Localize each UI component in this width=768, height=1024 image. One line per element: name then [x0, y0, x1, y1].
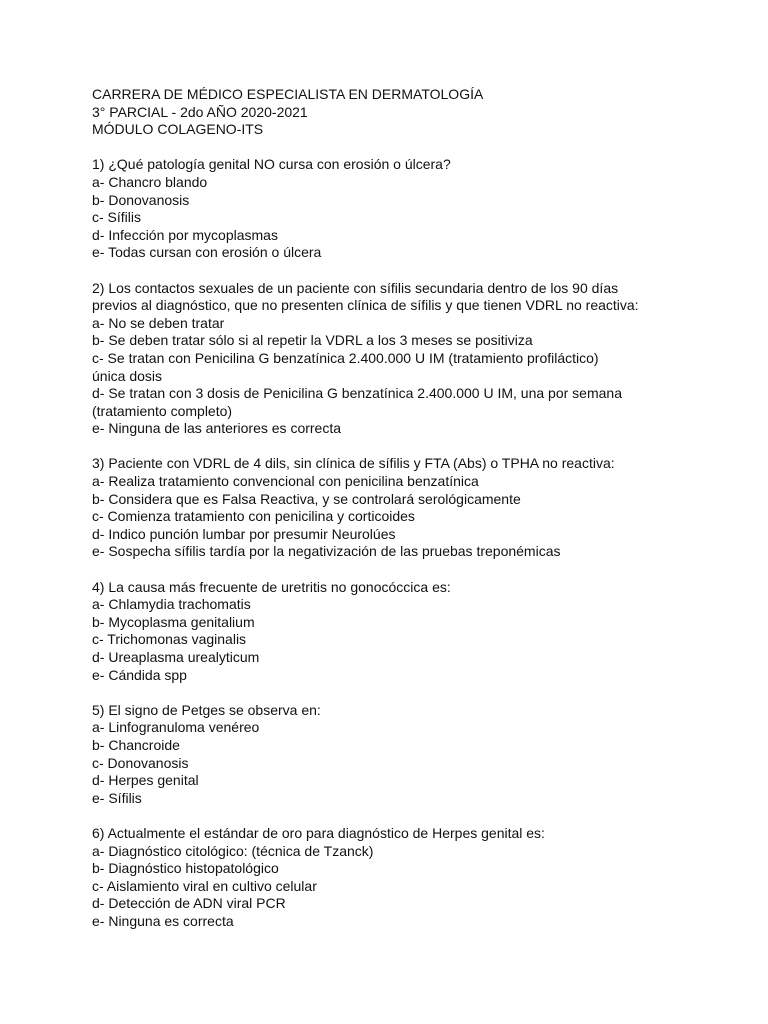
answer-option: [92, 192, 732, 210]
answer-option: [92, 913, 732, 931]
header-title: CARRERA DE MÉDICO ESPECIALISTA EN DERMATOLOGÍA: [92, 86, 484, 102]
answer-option-text: a- Diagnóstico citológico: (técnica de Tzanck): [92, 842, 374, 859]
answer-option-text: b- Considera que es Falsa Reactiva, y se controlará serológicamente: [92, 490, 521, 507]
blank-line: [92, 438, 732, 456]
answer-option: [92, 332, 732, 350]
answer-option-text: c- Donovanosis: [92, 754, 189, 771]
answer-option: [92, 755, 732, 773]
question-block: [92, 579, 732, 685]
answer-option-text: única dosis: [92, 367, 163, 384]
question-text: 5) El signo de Petges se observa en:: [92, 701, 321, 718]
answer-option: [92, 473, 732, 491]
answer-option: [92, 649, 732, 667]
answer-option: [92, 543, 732, 561]
question-list: [92, 139, 732, 931]
answer-option-text: b- Se deben tratar sólo si al repetir la VDRL a los 3 meses se positiviza: [92, 332, 533, 349]
answer-option: [92, 667, 732, 685]
answer-option-text: e- Ninguna de las anteriores es correcta: [92, 420, 342, 437]
answer-option: [92, 772, 732, 790]
answer-option-text: a- Chancro blando: [92, 173, 208, 190]
answer-option-text: (tratamiento completo): [92, 402, 233, 419]
answer-option-text: a- Chlamydia trachomatis: [92, 596, 251, 613]
answer-option-text: b- Mycoplasma genitalium: [92, 613, 255, 630]
answer-option: [92, 491, 732, 509]
answer-option: [92, 737, 732, 755]
question-block: [92, 455, 732, 561]
answer-option-text: d- Herpes genital: [92, 772, 199, 789]
answer-option-text: d- Detección de ADN viral PCR: [92, 895, 286, 912]
answer-option: [92, 244, 732, 262]
answer-option-text: c- Aislamiento viral en cultivo celular: [92, 877, 317, 894]
answer-option: [92, 350, 732, 385]
header-module: MÓDULO COLAGENO-ITS: [92, 121, 264, 138]
answer-option: [92, 227, 732, 245]
header-exam-info: 3° PARCIAL - 2do AÑO 2020-2021: [92, 103, 308, 120]
answer-option-text: e- Todas cursan con erosión o úlcera: [92, 244, 322, 261]
answer-option: [92, 860, 732, 878]
answer-option-text: b- Diagnóstico histopatológico: [92, 860, 279, 877]
answer-option-text: c- Sífilis: [92, 209, 141, 226]
blank-line: [92, 684, 732, 702]
question-block: [92, 702, 732, 808]
answer-option: [92, 174, 732, 192]
answer-option: [92, 385, 732, 420]
blank-line: [92, 139, 732, 157]
answer-option-text: d- Indico punción lumbar por presumir Neurolúes: [92, 525, 396, 542]
blank-line: [92, 262, 732, 280]
answer-option-text: a- Realiza tratamiento convencional con penicilina benzatínica: [92, 473, 479, 490]
blank-line: [92, 561, 732, 579]
answer-option: [92, 209, 732, 227]
answer-option: [92, 631, 732, 649]
answer-option: [92, 508, 732, 526]
exam-header: [92, 86, 732, 139]
answer-option: [92, 596, 732, 614]
answer-option: [92, 315, 732, 333]
answer-option: [92, 878, 732, 896]
answer-option-text: c- Comienza tratamiento con penicilina y corticoides: [92, 508, 415, 525]
question-text: 1) ¿Qué patología genital NO cursa con erosión o úlcera?: [92, 156, 451, 173]
answer-option: [92, 719, 732, 737]
answer-option-text: e- Cándida spp: [92, 666, 187, 683]
question-block: [92, 825, 732, 931]
answer-option-text: d- Infección por mycoplasmas: [92, 226, 278, 243]
answer-option: [92, 895, 732, 913]
question-block: [92, 156, 732, 262]
answer-option-text: a- Linfogranuloma venéreo: [92, 719, 260, 736]
answer-option: [92, 420, 732, 438]
answer-option: [92, 790, 732, 808]
question-block: [92, 280, 732, 438]
answer-option-text: a- No se deben tratar: [92, 314, 225, 331]
answer-option-text: e- Sospecha sífilis tardía por la negativización de las pruebas treponémicas: [92, 543, 561, 560]
answer-option-text: d- Se tratan con 3 dosis de Penicilina G benzatínica 2.400.000 U IM, una por semana: [92, 385, 622, 402]
question-text: 3) Paciente con VDRL de 4 dils, sin clínica de sífilis y FTA (Abs) o TPHA no reactiva:: [92, 455, 615, 472]
answer-option-text: d- Ureaplasma urealyticum: [92, 649, 260, 665]
answer-option-text: b- Chancroide: [92, 736, 180, 753]
answer-option-text: e- Sífilis: [92, 789, 142, 806]
question-text: previos al diagnóstico, que no presenten clínica de sífilis y que tienen VDRL no reactiva:: [92, 297, 639, 314]
answer-option-text: b- Donovanosis: [92, 191, 190, 208]
answer-option: [92, 614, 732, 632]
question-text: 2) Los contactos sexuales de un paciente con sífilis secundaria dentro de los 90 días: [92, 279, 619, 296]
answer-option-text: c- Se tratan con Penicilina G benzatínica 2.400.000 U IM (tratamiento profiláctico): [92, 349, 599, 366]
answer-option-text: e- Ninguna es correcta: [92, 912, 234, 929]
question-text: 6) Actualmente el estándar de oro para diagnóstico de Herpes genital es:: [92, 824, 545, 841]
blank-line: [92, 807, 732, 825]
answer-option-text: c- Trichomonas vaginalis: [92, 631, 247, 648]
answer-option: [92, 843, 732, 861]
document-body: [92, 86, 732, 931]
question-text: 4) La causa más frecuente de uretritis no gonocóccica es:: [92, 578, 451, 595]
answer-option: [92, 526, 732, 544]
